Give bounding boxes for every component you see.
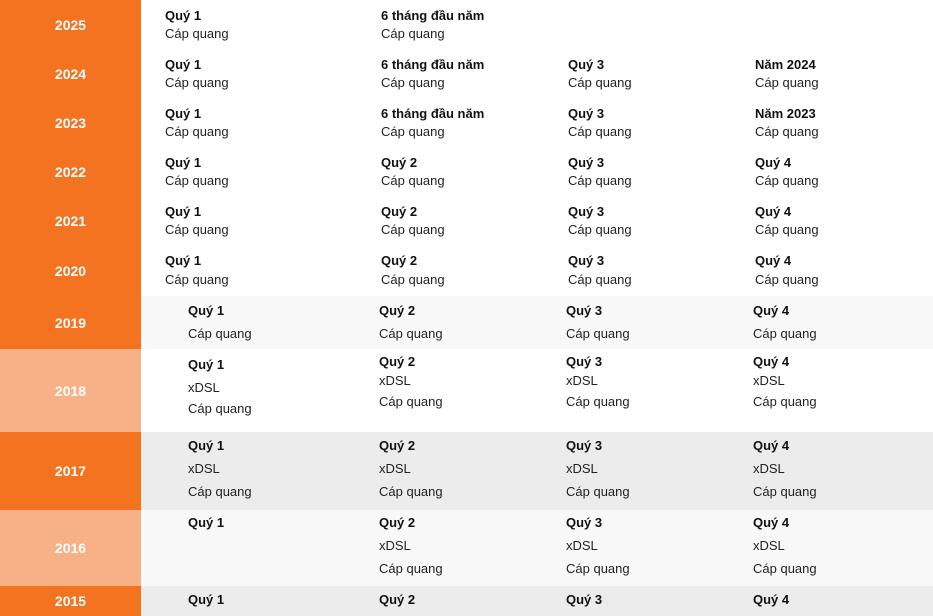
period-title: Quý 4 [753,354,790,369]
fiber-report-link[interactable]: Cáp quang [755,124,819,139]
period-title: Quý 1 [165,155,202,170]
report-cells [141,349,933,432]
report-cells [141,432,933,510]
period-title: Năm 2023 [755,106,816,121]
year-label: 2019 [0,296,141,349]
report-cells [141,98,933,147]
period-title: Quý 4 [755,155,792,170]
period-title: Quý 3 [566,354,603,369]
year-row-2017 [0,432,933,510]
period-title: 6 tháng đầu năm [381,57,485,72]
fiber-report-link[interactable]: Cáp quang [379,394,443,409]
period-title: Quý 3 [566,592,603,607]
period-title: Quý 4 [753,592,790,607]
fiber-report-link[interactable]: Cáp quang [188,401,252,416]
period-title: Quý 1 [188,438,225,453]
report-cells [141,245,933,296]
fiber-report-link[interactable]: Cáp quang [165,222,229,237]
year-label: 2025 [0,0,141,49]
period-title: Quý 1 [188,357,225,372]
fiber-report-link[interactable]: Cáp quang [379,484,443,499]
period-title: Quý 3 [566,438,603,453]
xdsl-report-link[interactable]: xDSL [753,461,785,476]
report-cells [141,510,933,586]
period-title: Quý 4 [753,515,790,530]
period-title: Quý 2 [381,155,418,170]
year-label: 2015 [0,586,141,616]
fiber-report-link[interactable]: Cáp quang [566,561,630,576]
period-title: Quý 2 [379,515,416,530]
fiber-report-link[interactable]: Cáp quang [566,394,630,409]
xdsl-report-link[interactable]: xDSL [379,373,411,388]
year-label: 2020 [0,245,155,296]
xdsl-report-link[interactable]: xDSL [188,461,220,476]
fiber-report-link[interactable]: Cáp quang [568,222,632,237]
fiber-report-link[interactable]: Cáp quang [568,124,632,139]
period-title: Quý 1 [165,57,202,72]
fiber-report-link[interactable]: Cáp quang [165,75,229,90]
year-row-2023 [0,98,933,147]
fiber-report-link[interactable]: Cáp quang [566,484,630,499]
year-row-2020 [0,245,933,296]
year-row-2025 [0,0,933,49]
period-title: Quý 3 [568,155,605,170]
fiber-report-link[interactable]: Cáp quang [188,326,252,341]
year-row-2016 [0,510,933,586]
year-label: 2023 [0,98,141,147]
fiber-report-link[interactable]: Cáp quang [165,272,229,287]
fiber-report-link[interactable]: Cáp quang [381,173,445,188]
year-label: 2018 [0,349,141,432]
period-title: Quý 3 [568,57,605,72]
year-row-2018 [0,349,933,432]
period-title: 6 tháng đầu năm [381,8,485,23]
fiber-report-link[interactable]: Cáp quang [753,484,817,499]
fiber-report-link[interactable]: Cáp quang [381,272,445,287]
report-cells [141,296,933,349]
fiber-report-link[interactable]: Cáp quang [381,26,445,41]
xdsl-report-link[interactable]: xDSL [188,380,220,395]
xdsl-report-link[interactable]: xDSL [566,538,598,553]
period-title: Quý 1 [165,106,202,121]
period-title: Quý 2 [379,354,416,369]
report-cells [141,49,933,98]
year-label: 2022 [0,147,141,196]
year-row-2022 [0,147,933,196]
fiber-report-link[interactable]: Cáp quang [165,26,229,41]
fiber-report-link[interactable]: Cáp quang [188,484,252,499]
year-label: 2024 [0,49,141,98]
fiber-report-link[interactable]: Cáp quang [165,124,229,139]
period-title: Quý 2 [379,592,416,607]
period-title: Quý 1 [165,253,202,268]
fiber-report-link[interactable]: Cáp quang [381,75,445,90]
xdsl-report-link[interactable]: xDSL [753,373,785,388]
fiber-report-link[interactable]: Cáp quang [755,75,819,90]
period-title: Quý 4 [753,438,790,453]
fiber-report-link[interactable]: Cáp quang [568,75,632,90]
report-cells [141,196,933,245]
report-cells [141,0,933,49]
fiber-report-link[interactable]: Cáp quang [379,561,443,576]
period-title: Quý 4 [753,303,790,318]
fiber-report-link[interactable]: Cáp quang [753,561,817,576]
fiber-report-link[interactable]: Cáp quang [568,173,632,188]
year-row-2015 [0,586,933,616]
fiber-report-link[interactable]: Cáp quang [568,272,632,287]
fiber-report-link[interactable]: Cáp quang [755,222,819,237]
period-title: Quý 1 [188,515,225,530]
xdsl-report-link[interactable]: xDSL [566,373,598,388]
period-title: Quý 3 [568,204,605,219]
fiber-report-link[interactable]: Cáp quang [381,124,445,139]
xdsl-report-link[interactable]: xDSL [566,461,598,476]
period-title: Quý 4 [755,204,792,219]
year-row-2024 [0,49,933,98]
fiber-report-link[interactable]: Cáp quang [165,173,229,188]
period-title: 6 tháng đầu năm [381,106,485,121]
period-title: Quý 2 [381,253,418,268]
period-title: Quý 2 [379,303,416,318]
fiber-report-link[interactable]: Cáp quang [755,272,819,287]
period-title: Quý 1 [165,204,202,219]
fiber-report-link[interactable]: Cáp quang [753,394,817,409]
report-cells [141,586,933,616]
fiber-report-link[interactable]: Cáp quang [379,326,443,341]
period-title: Quý 3 [568,253,605,268]
period-title: Quý 3 [566,515,603,530]
year-label: 2021 [0,196,141,245]
period-title: Quý 1 [188,592,225,607]
year-label: 2017 [0,432,141,510]
fiber-report-link[interactable]: Cáp quang [566,326,630,341]
period-title: Quý 1 [165,8,202,23]
year-row-2019 [0,296,933,349]
year-label: 2016 [0,510,141,586]
fiber-report-link[interactable]: Cáp quang [753,326,817,341]
period-title: Quý 2 [379,438,416,453]
period-title: Quý 4 [755,253,792,268]
period-title: Năm 2024 [755,57,816,72]
period-title: Quý 3 [568,106,605,121]
xdsl-report-link[interactable]: xDSL [379,461,411,476]
fiber-report-link[interactable]: Cáp quang [755,173,819,188]
xdsl-report-link[interactable]: xDSL [379,538,411,553]
period-title: Quý 1 [188,303,225,318]
period-title: Quý 3 [566,303,603,318]
year-row-2021 [0,196,933,245]
xdsl-report-link[interactable]: xDSL [753,538,785,553]
period-title: Quý 2 [381,204,418,219]
report-cells [141,147,933,196]
fiber-report-link[interactable]: Cáp quang [381,222,445,237]
